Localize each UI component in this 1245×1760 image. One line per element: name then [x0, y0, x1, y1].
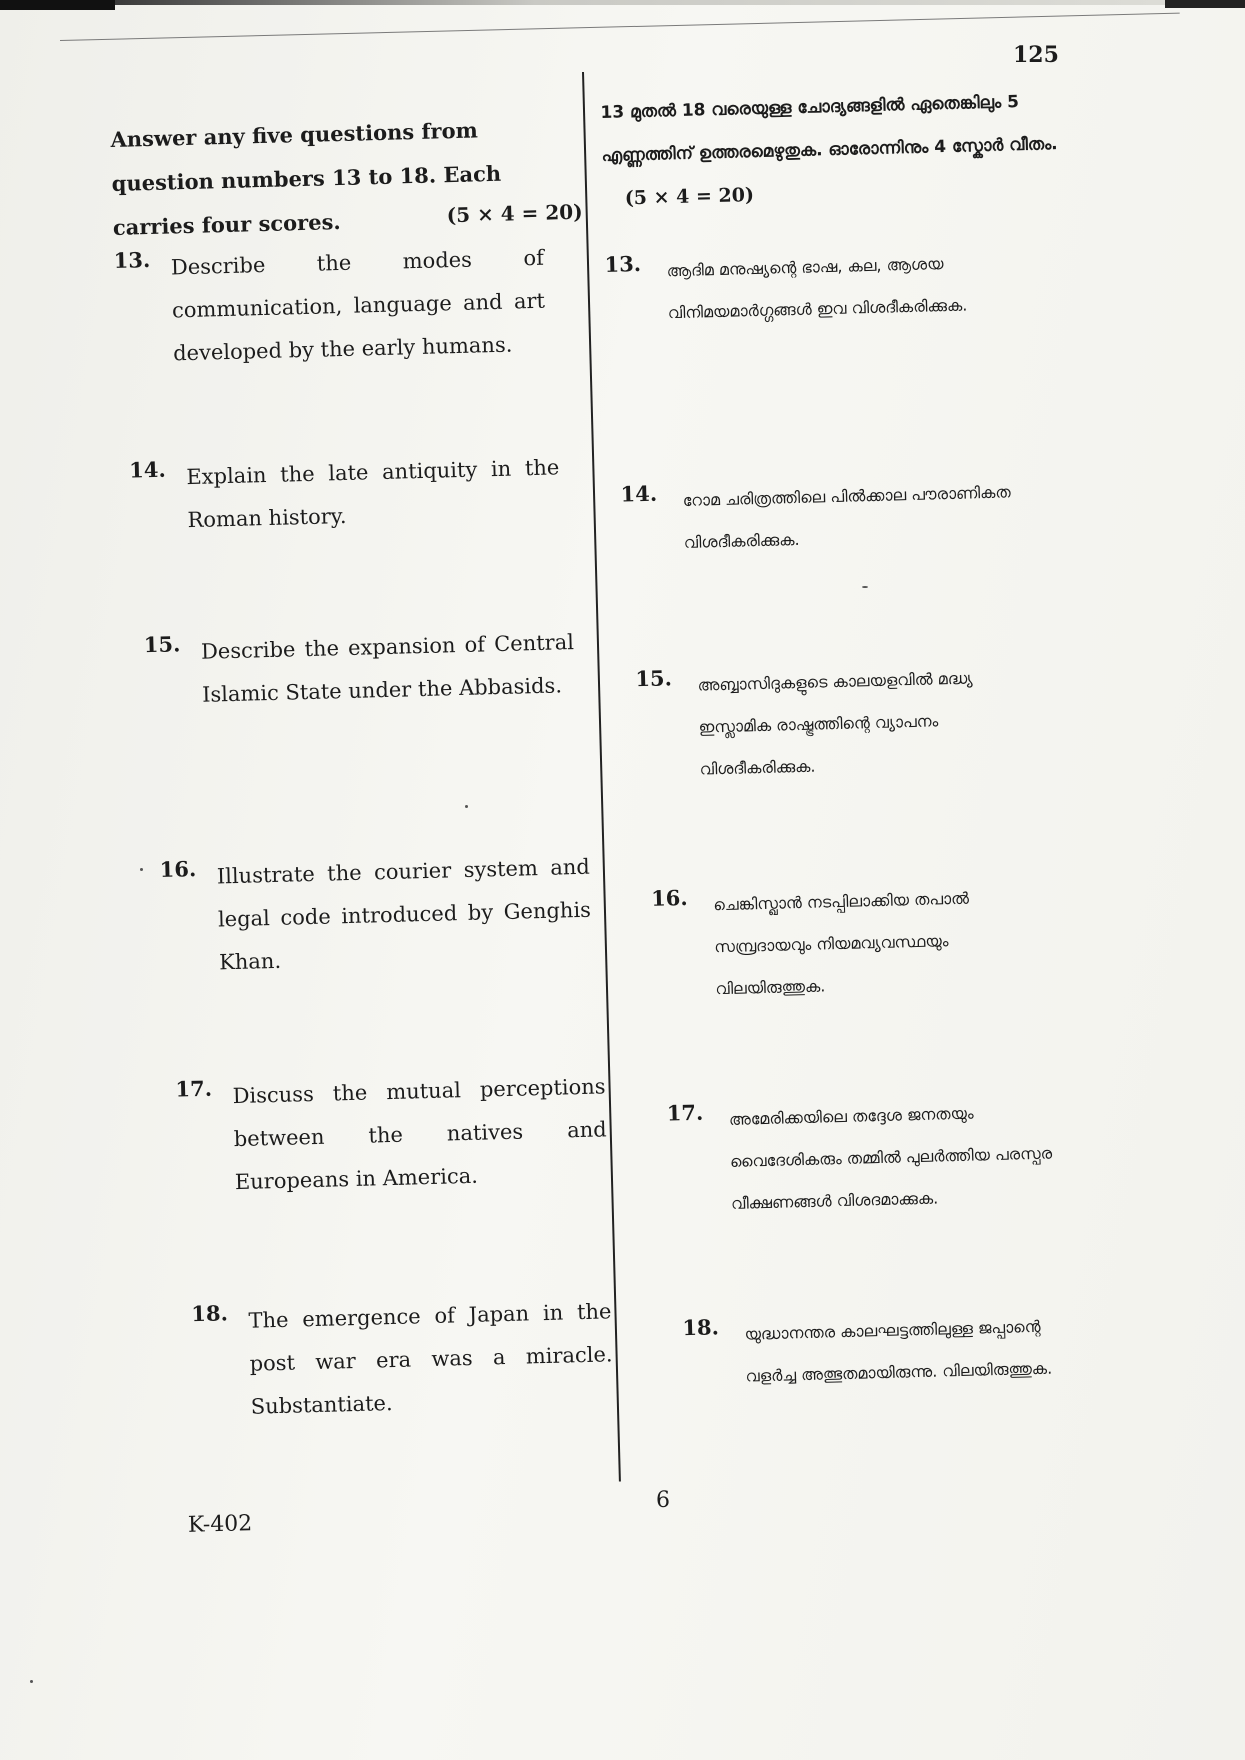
header-rule [60, 13, 1180, 41]
question-15-en [143, 621, 575, 718]
question-14-en [129, 446, 561, 543]
scan-speck [30, 1680, 33, 1683]
question-13-ml [604, 241, 1006, 335]
question-number: 13. [113, 246, 151, 273]
scan-speck [465, 805, 468, 808]
question-18-ml [682, 1305, 1084, 1399]
question-15-ml [635, 656, 1038, 792]
english-column [110, 106, 613, 1419]
question-number: 16. [650, 884, 688, 911]
question-text: Explain the late antiquity in the Roman history. [186, 455, 560, 533]
question-14-ml [620, 471, 1022, 565]
scan-speck [140, 868, 143, 871]
question-text: Illustrate the courier system and legal code introduced by Genghis Khan. [216, 854, 592, 975]
page-number: 125 [1013, 42, 1059, 68]
instruction-text: 13 മുതൽ 18 വരെയുള്ള ചോദ്യങ്ങളിൽ ഏതെങ്കിലും 5 എണ്ണത്തിന് ഉത്തരമെഴുതുക. ഓരോന്നിനും 4 സ്കോർ വീതം. [600, 92, 1058, 166]
paper-code: K-402 [187, 1511, 253, 1538]
question-text: Describe the modes of communication, language and art developed by the early humans. [170, 245, 546, 366]
scan-edge [115, 0, 1165, 5]
question-17-en [175, 1065, 608, 1205]
question-number: 15. [635, 665, 673, 692]
question-13-en [113, 237, 546, 377]
instruction-text: Answer any five questions from question numbers 13 to 18. Each carries four scores. [110, 117, 502, 240]
question-number: 14. [128, 456, 167, 483]
question-text: അബ്ബാസിദുകളുടെ കാലയളവിൽ മദ്ധ്യ ഇസ്ലാമിക രാഷ്ട്രത്തിന്റെ വ്യാപനം വിശദീകരിക്കുക. [697, 668, 973, 779]
question-text: The emergence of Japan in the post war era was a miracle. Substantiate. [248, 1299, 613, 1419]
question-number: 15. [143, 631, 181, 658]
question-number: 17. [666, 1099, 704, 1126]
score-malayalam: (5 × 4 = 20) [624, 184, 755, 210]
question-number: 17. [175, 1075, 213, 1102]
question-number: 16. [159, 856, 197, 882]
question-text: ചെങ്കിസ്ഖാൻ നടപ്പിലാക്കിയ തപാൽ സമ്പ്രദായവും നിയമവ്യവസ്ഥയും വിലയിരുത്തുക. [713, 888, 970, 999]
question-16-ml [651, 875, 1054, 1011]
instruction-english [110, 106, 583, 250]
scan-speck [862, 586, 868, 588]
instruction-malayalam [600, 80, 1073, 222]
question-16-en [159, 846, 592, 986]
question-number: 13. [604, 250, 642, 277]
question-number: 18. [682, 1314, 720, 1341]
score-english: (5 × 4 = 20) [446, 199, 583, 228]
question-text: ആദിമ മനുഷ്യന്റെ ഭാഷ, കല, ആശയ വിനിമയമാർഗ്ഗങ്ങൾ ഇവ വിശദീകരിക്കുക. [666, 254, 968, 323]
question-number: 14. [620, 480, 658, 507]
question-text: അമേരിക്കയിലെ തദ്ദേശ ജനതയും വൈദേശികരും തമ്മിൽ പുലർത്തിയ പരസ്പര വീക്ഷണങ്ങൾ വിശദമാക്കുക. [728, 1103, 1053, 1213]
question-text: യുദ്ധാനന്തര കാലഘട്ടത്തിലുള്ള ജപ്പാന്റെ വളർച്ച അത്ഭുതമായിരുന്നു. വിലയിരുത്തുക. [744, 1316, 1053, 1386]
question-text: റോമ ചരിത്രത്തിലെ പിൽക്കാല പൗരാണികത വിശദീകരിക്കുക. [682, 482, 1011, 552]
question-text: Discuss the mutual perceptions between the natives and Europeans in America. [232, 1074, 607, 1195]
question-text: Describe the expansion of Central Islamic State under the Abbasids. [200, 630, 575, 707]
malayalam-column [600, 80, 1073, 1386]
scan-edge-shadow [0, 0, 115, 10]
footer-page-number: 6 [656, 1488, 670, 1513]
question-17-ml [666, 1090, 1069, 1226]
question-number: 18. [191, 1300, 229, 1327]
question-18-en [191, 1290, 614, 1430]
scan-edge-shadow-right [1165, 0, 1245, 8]
